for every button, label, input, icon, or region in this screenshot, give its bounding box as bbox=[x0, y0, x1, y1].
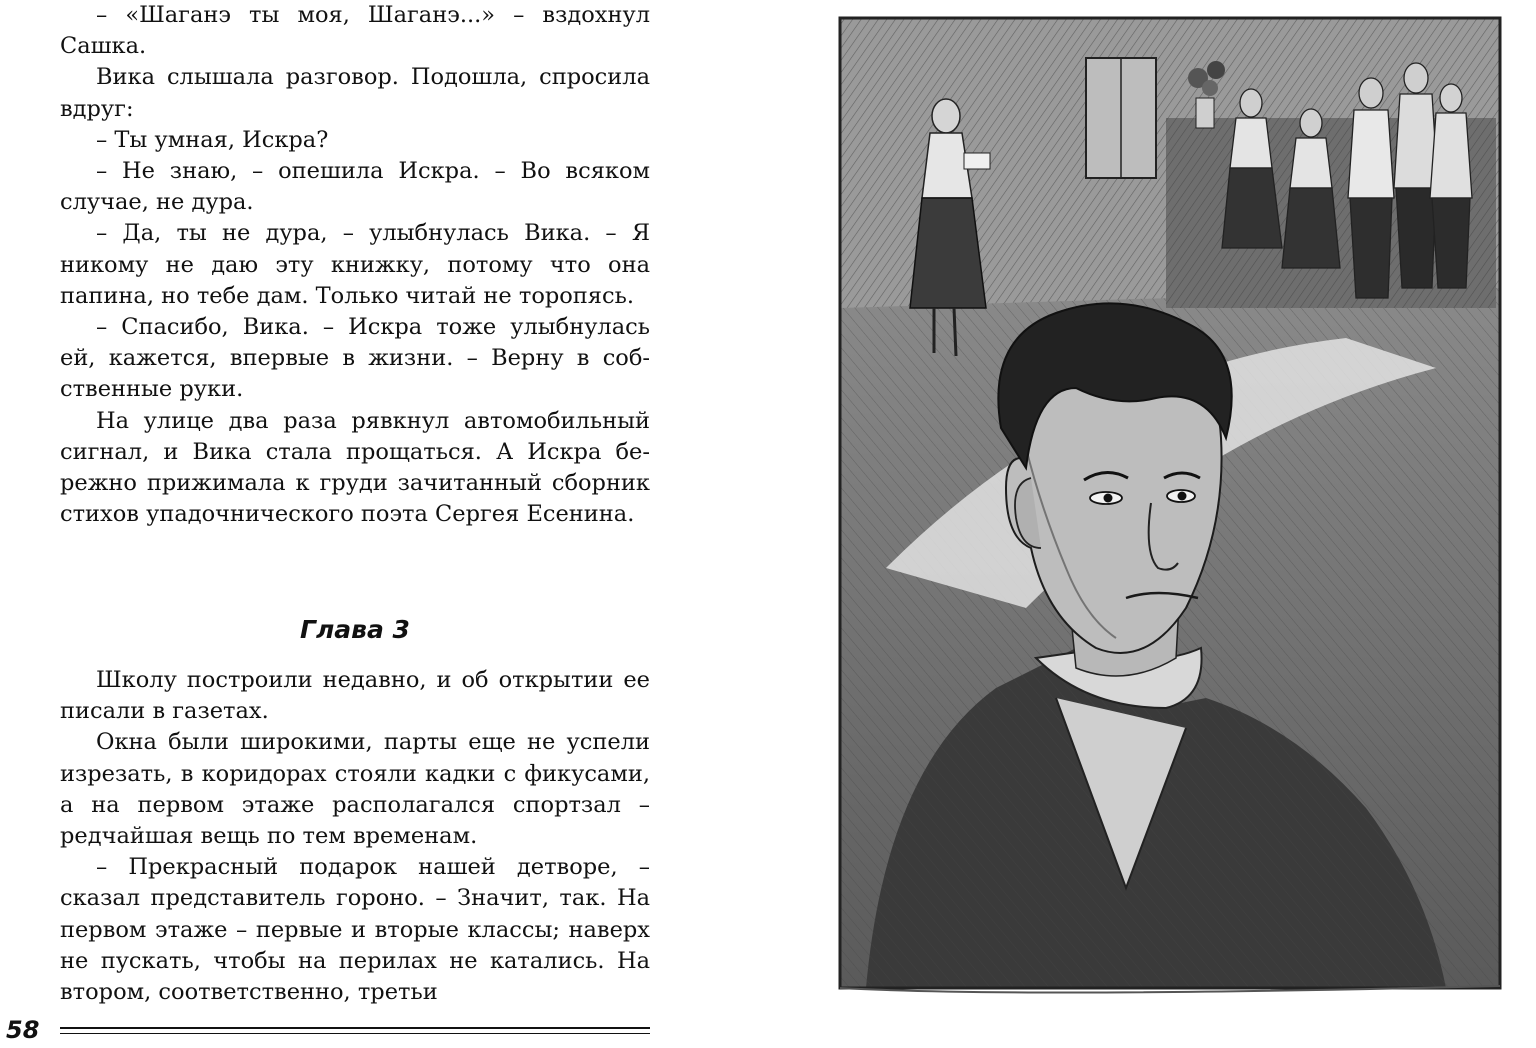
paragraph: – Да, ты не дура, – улыбнулась Вика. – Я никому не даю эту книжку, потому что она папина, но тебе дам. Только читай не торопясь. bbox=[60, 220, 650, 309]
chapter-title: Глава 3 bbox=[300, 615, 410, 644]
paragraph: – Не знаю, – опешила Искра. – Во всяком случае, не дура. bbox=[60, 158, 650, 216]
text-block-bottom bbox=[60, 665, 650, 1008]
paragraph: – «Шаганэ ты моя, Шаганэ...» – вздохнул Сашка. bbox=[60, 2, 650, 60]
paragraph: – Ты умная, Искра? bbox=[96, 126, 329, 153]
text-block-top bbox=[60, 0, 650, 530]
footer-rule bbox=[60, 1027, 650, 1034]
paragraph: Вика слышала разговор. Подошла, спросила вдруг: bbox=[60, 64, 650, 122]
left-page bbox=[60, 0, 650, 1048]
paragraph: – Спасибо, Вика. – Искра тоже улыбнулась ей, кажется, впервые в жизни. – Верну в собственные руки. bbox=[60, 314, 650, 403]
illustration bbox=[826, 8, 1510, 1002]
page-number: 58 bbox=[6, 1016, 40, 1044]
paragraph: На улице два раза рявкнул автомобильный сигнал, и Вика стала прощаться. А Искра бережно прижимала к груди зачитанный сборник стихов упадочнического поэта Сергея Есенина. bbox=[60, 407, 650, 528]
paragraph: Окна были широкими, парты еще не успели изрезать, в коридорах стояли кадки с фикусами, а на первом этаже располагался спортзал – редчайшая вещь по тем временам. bbox=[60, 729, 650, 850]
paragraph: Школу построили недавно, и об открытии ее писали в газетах. bbox=[60, 667, 650, 725]
paragraph: – Прекрасный подарок нашей детворе, – сказал представитель гороно. – Значит, так. На первом этаже – первые и вторые классы; наверх не пускать, чтобы на перилах не катались. На втором, соответственно, третьи bbox=[60, 854, 650, 1006]
